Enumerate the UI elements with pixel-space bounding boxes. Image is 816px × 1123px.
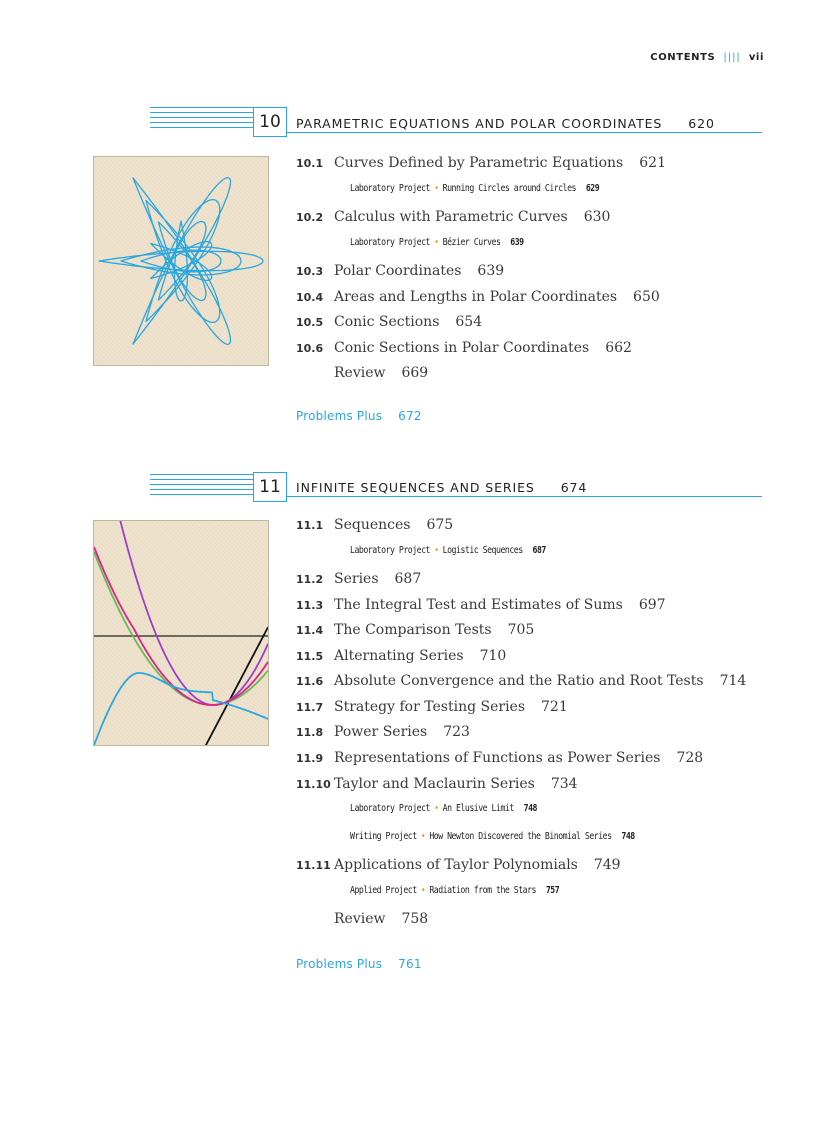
- review-entry[interactable]: Review 669: [334, 365, 429, 381]
- toc-entry[interactable]: 10.2 Calculus with Parametric Curves 630: [296, 209, 611, 225]
- project-entry[interactable]: Laboratory Project • Logistic Sequences 687: [350, 545, 546, 556]
- toc-entry[interactable]: 10.1 Curves Defined by Parametric Equations 621: [296, 155, 666, 171]
- problems-plus-entry[interactable]: Problems Plus 761: [296, 957, 422, 971]
- running-head-label: CONTENTS: [650, 52, 716, 63]
- toc-entry[interactable]: 11.5 Alternating Series 710: [296, 648, 507, 664]
- project-entry[interactable]: Laboratory Project • Running Circles around Circles 629: [350, 183, 600, 194]
- review-entry[interactable]: Review 758: [334, 911, 429, 927]
- running-head-divider: ||||: [723, 52, 741, 63]
- chapter-10-figure: [93, 156, 269, 366]
- toc-entry[interactable]: 10.4 Areas and Lengths in Polar Coordinates 650: [296, 289, 660, 305]
- chapter-title[interactable]: [296, 480, 587, 495]
- bullet-icon: •: [434, 237, 439, 248]
- toc-entry[interactable]: 10.6 Conic Sections in Polar Coordinates 662: [296, 340, 632, 356]
- project-entry[interactable]: Laboratory Project • Bézier Curves 639: [350, 237, 524, 248]
- toc-entry[interactable]: 11.8 Power Series 723: [296, 724, 470, 740]
- purple-curve: [116, 521, 268, 705]
- chapter-header-lines: [150, 107, 253, 127]
- chapter-title[interactable]: [296, 116, 715, 131]
- chapter-number-box: 11: [253, 472, 287, 502]
- taylor-polynomials-figure: [94, 521, 268, 745]
- problems-plus-entry[interactable]: Problems Plus 672: [296, 409, 422, 423]
- toc-entry[interactable]: 11.7 Strategy for Testing Series 721: [296, 699, 568, 715]
- line-curve: [193, 627, 268, 745]
- chapter-header-lines: [150, 474, 253, 494]
- running-head: [650, 52, 764, 63]
- toc-entry[interactable]: 11.11 Applications of Taylor Polynomials 749: [296, 857, 621, 873]
- chapter-rule: [286, 496, 762, 497]
- chapter-rule: [286, 132, 762, 133]
- rose-petal-curve: [146, 200, 220, 322]
- bullet-icon: •: [420, 831, 426, 842]
- toc-entry[interactable]: 11.2 Series 687: [296, 571, 422, 587]
- bullet-icon: •: [434, 803, 439, 814]
- rose-petal-curve: [146, 200, 220, 322]
- chapter-title-text: PARAMETRIC EQUATIONS AND POLAR COORDINATES: [296, 116, 663, 131]
- project-entry[interactable]: Writing Project • How Newton Discovered the Binomial Series 748: [350, 831, 635, 842]
- blue-curve: [94, 673, 268, 745]
- toc-entry[interactable]: 10.3 Polar Coordinates 639: [296, 263, 505, 279]
- bullet-icon: •: [434, 545, 439, 556]
- project-entry[interactable]: Applied Project • Radiation from the Stars 757: [350, 885, 560, 896]
- bullet-icon: •: [434, 183, 439, 194]
- project-entry[interactable]: Laboratory Project • An Elusive Limit 748: [350, 803, 537, 814]
- polar-rose-figure: [94, 157, 268, 365]
- bullet-icon: •: [420, 885, 426, 896]
- page-number: vii: [748, 52, 764, 63]
- chapter-page: 674: [560, 480, 588, 495]
- chapter-11-figure: [93, 520, 269, 746]
- toc-entry[interactable]: 11.3 The Integral Test and Estimates of Sums 697: [296, 597, 666, 613]
- chapter-page: 620: [688, 116, 715, 131]
- chapter-title-text: INFINITE SEQUENCES AND SERIES: [296, 480, 535, 495]
- chapter-number-box: 10: [253, 107, 287, 137]
- toc-entry[interactable]: 11.4 The Comparison Tests 705: [296, 622, 535, 638]
- toc-entry[interactable]: 11.1 Sequences 675: [296, 517, 454, 533]
- toc-entry[interactable]: 11.10 Taylor and Maclaurin Series 734: [296, 776, 578, 792]
- toc-entry[interactable]: 11.6 Absolute Convergence and the Ratio and Root Tests 714: [296, 673, 747, 689]
- toc-entry[interactable]: 11.9 Representations of Functions as Power Series 728: [296, 750, 704, 766]
- toc-entry[interactable]: 10.5 Conic Sections 654: [296, 314, 483, 330]
